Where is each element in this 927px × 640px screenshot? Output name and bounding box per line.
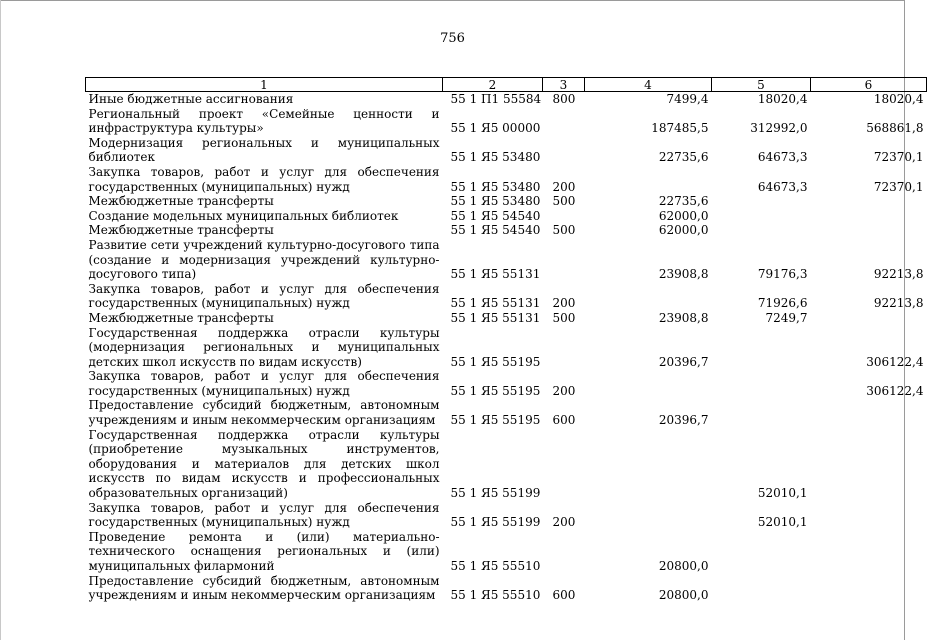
row-value-col6: 92213,8 [873, 267, 924, 282]
row-value-col6: 72370,1 [873, 179, 924, 194]
row-expense-type: 500 [552, 194, 576, 209]
table-row [86, 530, 927, 574]
row-value-col4 [585, 428, 712, 501]
table-row [86, 282, 927, 311]
row-name: Закупка товаров, работ и услуг для обеспечения государственных (муниципальных) нужд [88, 164, 440, 194]
row-value-col6 [811, 428, 927, 501]
table-row [86, 194, 927, 209]
row-name: Закупка товаров, работ и услуг для обеспечения государственных (муниципальных) нужд [88, 369, 440, 398]
row-value-col5 [712, 574, 811, 603]
header-col-3: 3 [543, 78, 585, 92]
row-value-col4: 20800,0 [658, 588, 709, 603]
row-value-col4: 23908,8 [658, 310, 709, 325]
row-value-col6 [811, 194, 927, 209]
table-row [86, 501, 927, 530]
row-value-col6 [811, 530, 927, 574]
row-value-col4: 22735,6 [658, 150, 709, 165]
row-value-col6: 568861,8 [866, 121, 924, 136]
header-col-1: 1 [86, 78, 443, 92]
budget-table [85, 77, 927, 603]
row-expense-type [543, 326, 585, 370]
table-row [86, 311, 927, 326]
row-code: 55 1 Я5 55195 [450, 354, 541, 369]
table-row [86, 209, 927, 224]
row-expense-type [543, 136, 585, 165]
row-name: Закупка товаров, работ и услуг для обеспечения государственных (муниципальных) нужд [88, 281, 440, 311]
row-value-col6 [811, 209, 927, 224]
row-code: 55 1 Я5 55199 [450, 486, 541, 501]
table-row [86, 165, 927, 194]
row-name: Межбюджетные трансферты [88, 223, 274, 238]
row-expense-type: 200 [552, 296, 576, 311]
row-code: 55 1 Я5 55195 [450, 383, 541, 398]
row-value-col6 [811, 398, 927, 427]
row-expense-type [543, 238, 585, 282]
row-expense-type: 500 [552, 310, 576, 325]
row-name: Межбюджетные трансферты [88, 194, 274, 209]
row-value-col6 [811, 501, 927, 530]
table-row [86, 223, 927, 238]
row-value-col5: 64673,3 [757, 150, 808, 165]
row-value-col5: 7249,7 [765, 310, 808, 325]
row-code: 55 1 П1 55584 [450, 92, 542, 106]
row-name: Создание модельных муниципальных библиотек [88, 208, 399, 223]
table-row [86, 326, 927, 370]
table-row [86, 398, 927, 427]
row-value-col5 [712, 369, 811, 398]
row-value-col5: 71926,6 [757, 296, 808, 311]
table-row [86, 92, 927, 107]
row-value-col4: 20396,7 [658, 413, 709, 428]
row-value-col4 [585, 282, 712, 311]
row-value-col5 [712, 530, 811, 574]
table-row [86, 369, 927, 398]
row-name: Развитие сети учреждений культурно-досугового типа (создание и модернизация учреждений культурно-досугового типа) [88, 237, 440, 282]
row-expense-type [543, 530, 585, 574]
table-header [86, 78, 927, 92]
row-name: Государственная поддержка отрасли культуры (приобретение музыкальных инструментов, оборудования и материалов для детских школ искусств по видам искусств и профессиональных образовательных организаций) [88, 427, 440, 501]
page-frame-left [0, 0, 1, 640]
row-code: 55 1 Я5 00000 [450, 121, 541, 136]
row-code: 55 1 Я5 55195 [450, 413, 541, 428]
row-value-col6 [811, 574, 927, 603]
table-row [86, 136, 927, 165]
row-value-col4: 187485,5 [651, 121, 709, 136]
row-name: Иные бюджетные ассигнования [88, 92, 294, 106]
row-value-col4: 23908,8 [658, 267, 709, 282]
row-value-col4: 20396,7 [658, 354, 709, 369]
table-row [86, 238, 927, 282]
row-code: 55 1 Я5 54540 [450, 223, 541, 238]
row-code: 55 1 Я5 55131 [450, 267, 541, 282]
row-value-col4: 62000,0 [658, 208, 709, 223]
table-row [86, 574, 927, 603]
row-code: 55 1 Я5 53480 [450, 150, 541, 165]
row-value-col4 [585, 369, 712, 398]
row-value-col5 [712, 326, 811, 370]
row-value-col4: 20800,0 [658, 559, 709, 573]
row-expense-type [543, 209, 585, 224]
row-value-col5 [712, 223, 811, 238]
row-value-col4 [585, 501, 712, 530]
table-body [86, 92, 927, 603]
row-value-col6 [811, 311, 927, 326]
row-value-col6: 18020,4 [873, 92, 924, 106]
row-code: 55 1 Я5 55510 [450, 588, 541, 603]
row-value-col5: 52010,1 [757, 515, 808, 530]
header-col-6: 6 [811, 78, 927, 92]
row-code: 55 1 Я5 53480 [450, 179, 541, 194]
header-col-2: 2 [443, 78, 543, 92]
row-name: Предоставление субсидий бюджетным, автономным учреждениям и иным некоммерческим организациям [88, 398, 440, 428]
row-value-col4 [585, 165, 712, 194]
page-number: 756 [440, 31, 465, 46]
row-code: 55 1 Я5 53480 [450, 194, 541, 209]
row-value-col4: 7499,4 [666, 92, 709, 106]
header-col-4: 4 [585, 78, 712, 92]
row-name: Региональный проект «Семейные ценности и инфраструктура культуры» [88, 106, 440, 136]
row-expense-type [543, 428, 585, 501]
row-code: 55 1 Я5 54540 [450, 208, 541, 223]
row-name: Закупка товаров, работ и услуг для обеспечения государственных (муниципальных) нужд [88, 500, 440, 530]
table-row [86, 428, 927, 501]
row-value-col4: 62000,0 [658, 223, 709, 238]
row-code: 55 1 Я5 55131 [450, 296, 541, 311]
row-expense-type: 200 [552, 383, 576, 398]
row-expense-type: 200 [552, 515, 576, 530]
row-value-col5: 52010,1 [757, 486, 808, 501]
row-value-col6: 306122,4 [866, 354, 924, 369]
row-name: Предоставление субсидий бюджетным, автономным учреждениям и иным некоммерческим организациям [88, 573, 440, 603]
row-name: Модернизация региональных и муниципальных библиотек [88, 135, 440, 165]
row-value-col4: 22735,6 [658, 194, 709, 209]
row-expense-type: 600 [552, 588, 576, 603]
row-value-col6: 306122,4 [866, 383, 924, 398]
row-expense-type: 200 [552, 179, 576, 194]
row-expense-type: 800 [552, 92, 576, 106]
row-value-col5 [712, 398, 811, 427]
row-value-col6: 72370,1 [873, 150, 924, 165]
table-row [86, 107, 927, 136]
row-value-col5: 18020,4 [757, 92, 808, 106]
row-name: Межбюджетные трансферты [88, 310, 274, 325]
row-name: Проведение ремонта и (или) материально-технического оснащения региональных и (или) муниципальных филармоний [88, 529, 440, 573]
row-value-col6: 92213,8 [873, 296, 924, 311]
header-row [86, 78, 927, 92]
row-expense-type [543, 107, 585, 136]
row-expense-type: 500 [552, 223, 576, 238]
row-value-col6 [811, 223, 927, 238]
row-value-col5: 64673,3 [757, 179, 808, 194]
row-code: 55 1 Я5 55199 [450, 515, 541, 530]
row-value-col5 [712, 194, 811, 209]
row-value-col5: 312992,0 [750, 121, 808, 136]
header-col-5: 5 [712, 78, 811, 92]
row-value-col5 [712, 209, 811, 224]
row-value-col5: 79176,3 [757, 267, 808, 282]
page-frame-top [0, 0, 905, 1]
row-name: Государственная поддержка отрасли культуры (модернизация региональных и муниципальных детских школ искусств по видам искусств) [88, 325, 440, 369]
row-code: 55 1 Я5 55131 [450, 310, 541, 325]
row-code: 55 1 Я5 55510 [450, 559, 541, 573]
row-expense-type: 600 [552, 413, 576, 428]
